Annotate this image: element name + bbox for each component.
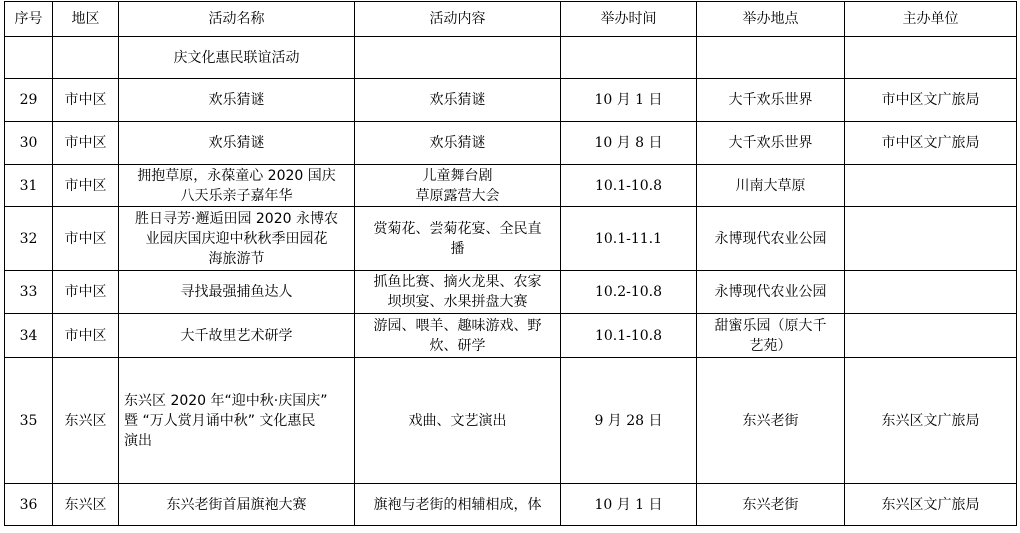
cell-no: 29 — [5, 79, 53, 122]
cell-org: 市中区文广旅局 — [845, 79, 1017, 122]
cell-no: 30 — [5, 122, 53, 165]
cell-region: 东兴区 — [53, 484, 119, 526]
cell-place — [697, 207, 845, 271]
cell-org — [845, 271, 1017, 314]
cell-content — [355, 314, 561, 358]
cell-place — [697, 37, 845, 79]
header-cell-content: 活动内容 — [355, 2, 561, 37]
cell-region: 市中区 — [53, 79, 119, 122]
cell-no: 31 — [5, 165, 53, 207]
cell-org — [845, 165, 1017, 207]
header-row — [5, 2, 1017, 37]
cell-region: 东兴区 — [53, 358, 119, 484]
cell-place-line: 大千欢乐世界 — [728, 92, 813, 108]
cell-name-line: 胜日寻芳·邂逅田园 2020 永博农 — [135, 210, 338, 227]
cell-time: 10 月 8 日 — [561, 122, 697, 165]
table-row — [5, 165, 1017, 207]
cell-name — [119, 314, 355, 358]
cell-name-line: 欢乐猜谜 — [208, 135, 265, 151]
cell-no — [5, 37, 53, 79]
cell-place-line: 永博现代农业公园 — [714, 284, 827, 300]
table-row — [5, 271, 1017, 314]
cell-no: 34 — [5, 314, 53, 358]
cell-time: 10 月 1 日 — [561, 484, 697, 526]
cell-name-line: 八天乐亲子嘉年华 — [180, 187, 293, 204]
cell-org — [845, 314, 1017, 358]
cell-place-line: 甜蜜乐园（原大千 — [714, 317, 827, 334]
cell-name — [119, 207, 355, 271]
cell-name-line: 演出 — [124, 432, 152, 449]
cell-no: 35 — [5, 358, 53, 484]
cell-org: 市中区文广旅局 — [845, 122, 1017, 165]
cell-place — [697, 484, 845, 526]
cell-time: 10 月 1 日 — [561, 79, 697, 122]
header-cell-region: 地区 — [53, 2, 119, 37]
cell-content — [355, 79, 561, 122]
cell-time: 9 月 28 日 — [561, 358, 697, 484]
cell-content-line: 赏菊花、尝菊花宴、全民直 — [373, 220, 542, 237]
cell-content-line: 欢乐猜谜 — [429, 135, 486, 151]
cell-time: 10.1-11.1 — [561, 207, 697, 271]
table-row — [5, 79, 1017, 122]
cell-content-line: 旗袍与老街的相辅相成，体 — [373, 496, 542, 513]
header-cell-org: 主办单位 — [845, 2, 1017, 37]
header-cell-name: 活动名称 — [119, 2, 355, 37]
cell-name-line: 拥抱草原，永葆童心 2020 国庆 — [137, 167, 336, 184]
cell-content-line: 坝坝宴、水果拼盘大赛 — [387, 294, 528, 310]
cell-name-line: 东兴老街首届旗袍大赛 — [166, 496, 307, 513]
cell-no: 33 — [5, 271, 53, 314]
cell-name-line: 东兴区 2020 年“迎中秋·庆国庆” — [124, 392, 328, 409]
table-row — [5, 122, 1017, 165]
cell-place-line: 川南大草原 — [735, 177, 806, 194]
table-row — [5, 314, 1017, 358]
cell-content-line: 儿童舞台剧 — [422, 167, 493, 184]
cell-time: 10.2-10.8 — [561, 271, 697, 314]
cell-org — [845, 207, 1017, 271]
cell-time: 10.1-10.8 — [561, 165, 697, 207]
cell-content — [355, 37, 561, 79]
table-row — [5, 37, 1017, 79]
cell-content-line: 欢乐猜谜 — [429, 92, 486, 108]
cell-region: 市中区 — [53, 165, 119, 207]
cell-no: 32 — [5, 207, 53, 271]
cell-content — [355, 207, 561, 271]
cell-content — [355, 484, 561, 526]
cell-place-line: 艺苑） — [749, 337, 792, 354]
cell-no: 36 — [5, 484, 53, 526]
cell-place — [697, 271, 845, 314]
cell-name — [119, 358, 355, 484]
cell-place — [697, 165, 845, 207]
cell-name — [119, 122, 355, 165]
cell-content — [355, 271, 561, 314]
cell-place — [697, 358, 845, 484]
cell-place — [697, 122, 845, 165]
cell-org: 东兴区文广旅局 — [845, 358, 1017, 484]
cell-content-line: 抓鱼比赛、摘火龙果、农家 — [373, 274, 542, 290]
header-cell-place: 举办地点 — [697, 2, 845, 37]
cell-place — [697, 314, 845, 358]
cell-name — [119, 484, 355, 526]
cell-name — [119, 79, 355, 122]
table-row — [5, 358, 1017, 484]
cell-org: 东兴区文广旅局 — [845, 484, 1017, 526]
cell-content-line: 游园、喂羊、趣味游戏、野 — [373, 317, 542, 334]
cell-name — [119, 37, 355, 79]
cell-name-line: 欢乐猜谜 — [208, 92, 265, 108]
cell-time — [561, 37, 697, 79]
cell-name-line: 海旅游节 — [208, 250, 265, 267]
cell-place-line: 永博现代农业公园 — [714, 230, 827, 247]
cell-content-line: 炊、研学 — [429, 337, 486, 354]
header-cell-time: 举办时间 — [561, 2, 697, 37]
cell-content-line: 戏曲、文艺演出 — [408, 412, 507, 429]
cell-name — [119, 165, 355, 207]
cell-content — [355, 122, 561, 165]
cell-name-line: 寻找最强捕鱼达人 — [180, 284, 293, 300]
cell-region: 市中区 — [53, 207, 119, 271]
cell-name — [119, 271, 355, 314]
cell-place-line: 大千欢乐世界 — [728, 135, 813, 151]
cell-region — [53, 37, 119, 79]
cell-place-line: 东兴老街 — [742, 496, 799, 513]
activity-table — [4, 1, 1017, 526]
header-cell-no: 序号 — [5, 2, 53, 37]
cell-content — [355, 358, 561, 484]
cell-content — [355, 165, 561, 207]
cell-region: 市中区 — [53, 314, 119, 358]
cell-place-line: 东兴老街 — [742, 412, 799, 429]
table-row — [5, 484, 1017, 526]
cell-time: 10.1-10.8 — [561, 314, 697, 358]
cell-name-line: 暨 “万人赏月诵中秋” 文化惠民 — [124, 412, 316, 429]
cell-name-line: 业园庆国庆迎中秋秋季田园花 — [145, 230, 328, 247]
cell-place — [697, 79, 845, 122]
cell-content-line: 草原露营大会 — [415, 187, 500, 204]
cell-name-line: 大千故里艺术研学 — [180, 327, 293, 344]
cell-region: 市中区 — [53, 122, 119, 165]
table-row — [5, 207, 1017, 271]
cell-org — [845, 37, 1017, 79]
cell-region: 市中区 — [53, 271, 119, 314]
cell-content-line: 播 — [450, 240, 465, 257]
cell-name-line: 庆文化惠民联谊活动 — [173, 49, 300, 66]
